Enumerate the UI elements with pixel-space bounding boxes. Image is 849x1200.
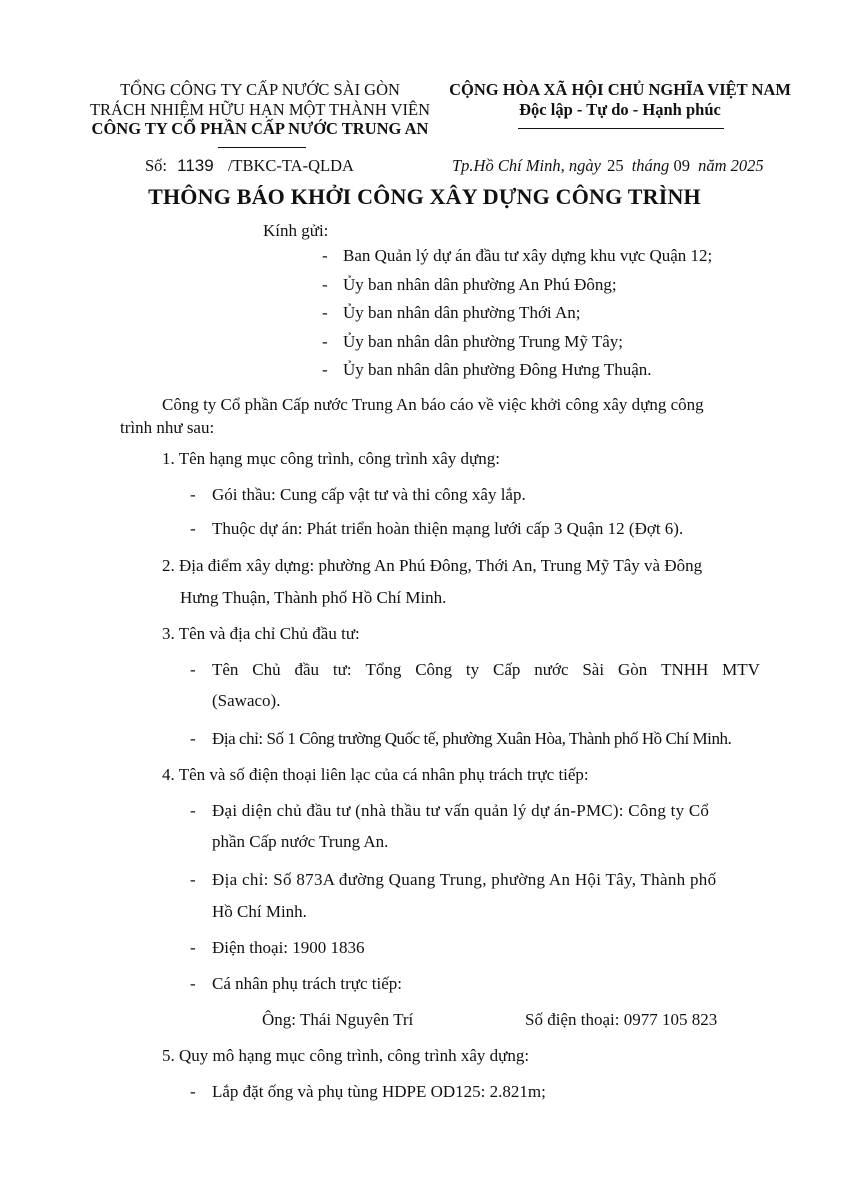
intro-line-1: Công ty Cổ phần Cấp nước Trung An báo cáo về việc khởi công xây dựng công (162, 395, 704, 414)
section-4-heading: 4. Tên và số điện thoại liên lạc của cá nhân phụ trách trực tiếp: (162, 765, 589, 784)
section-5-item-1: Lắp đặt ống và phụ tùng HDPE OD125: 2.821m; (212, 1082, 546, 1101)
section-4-item-2-line-2: Hồ Chí Minh. (212, 902, 307, 921)
section-4-item-4: Cá nhân phụ trách trực tiếp: (212, 974, 403, 993)
national-title: CỘNG HÒA XÃ HỘI CHỦ NGHĨA VIỆT NAM (449, 80, 791, 99)
issue-date: Tp.Hồ Chí Minh, ngày 25 tháng 09 năm 2025 (452, 156, 764, 175)
section-4-item-2-line-1: Địa chỉ: Số 873A đường Quang Trung, phường An Hội Tây, Thành phố (212, 870, 717, 889)
bullet-dash: - (190, 729, 196, 748)
agency-name: TỔNG CÔNG TY CẤP NƯỚC SÀI GÒN (120, 80, 400, 99)
section-3-item-2: Địa chỉ: Số 1 Công trường Quốc tế, phường Xuân Hòa, Thành phố Hồ Chí Minh. (212, 729, 732, 748)
section-4-item-3: Điện thoại: 1900 1836 (212, 938, 365, 957)
section-1-heading: 1. Tên hạng mục công trình, công trình xây dựng: (162, 449, 500, 468)
bullet-dash: - (190, 938, 196, 957)
section-3-item-1-line-2: (Sawaco). (212, 691, 281, 710)
recipient-item: - (322, 275, 328, 294)
section-2-line-2: Hưng Thuận, Thành phố Hồ Chí Minh. (180, 588, 447, 607)
section-2-line-1: 2. Địa điểm xây dựng: phường An Phú Đông, Thới An, Trung Mỹ Tây và Đông (162, 556, 703, 575)
recipient-text: Ủy ban nhân dân phường Đông Hưng Thuận. (343, 360, 652, 379)
section-1-item-1: Gói thầu: Cung cấp vật tư và thi công xây lắp. (212, 485, 526, 504)
bullet-dash: - (190, 870, 196, 889)
section-3-item-1-line-1: Tên Chủ đầu tư: Tổng Công ty Cấp nước Sài Gòn TNHH MTV (212, 660, 760, 679)
recipient-item: - (322, 360, 328, 379)
contact-person: Ông: Thái Nguyên Trí (262, 1010, 414, 1029)
company-name: CÔNG TY CỔ PHẦN CẤP NƯỚC TRUNG AN (91, 119, 429, 138)
reference-number: Số: 1139 /TBKC-TA-QLDA (145, 156, 354, 175)
recipient-item: - (322, 303, 328, 322)
intro-line-2: trình như sau: (120, 418, 215, 437)
agency-type: TRÁCH NHIỆM HỮU HẠN MỘT THÀNH VIÊN (89, 100, 431, 119)
recipient-item: - (322, 246, 328, 265)
bullet-dash: - (190, 519, 196, 538)
document-title: THÔNG BÁO KHỞI CÔNG XÂY DỰNG CÔNG TRÌNH (148, 184, 701, 209)
section-5-heading: 5. Quy mô hạng mục công trình, công trình xây dựng: (162, 1046, 530, 1065)
recipient-text: Ủy ban nhân dân phường An Phú Đông; (343, 275, 617, 294)
recipient-item: - (322, 332, 328, 351)
recipient-text: Ủy ban nhân dân phường Thới An; (343, 303, 581, 322)
bullet-dash: - (190, 485, 196, 504)
section-3-heading: 3. Tên và địa chỉ Chủ đầu tư: (162, 624, 360, 643)
national-motto: Độc lập - Tự do - Hạnh phúc (519, 100, 721, 119)
section-4-item-1-line-1: Đại diện chủ đầu tư (nhà thầu tư vấn quản lý dự án-PMC): Công ty Cổ (212, 801, 710, 820)
recipient-text: Ủy ban nhân dân phường Trung Mỹ Tây; (343, 332, 623, 351)
recipient-text: Ban Quản lý dự án đầu tư xây dựng khu vực Quận 12; (343, 246, 713, 265)
bullet-dash: - (190, 801, 196, 820)
bullet-dash: - (190, 660, 196, 679)
header-left-rule (218, 147, 306, 148)
bullet-dash: - (190, 974, 196, 993)
section-1-item-2: Thuộc dự án: Phát triển hoàn thiện mạng lưới cấp 3 Quận 12 (Đợt 6). (212, 519, 684, 538)
bullet-dash: - (190, 1082, 196, 1101)
section-4-item-1-line-2: phần Cấp nước Trung An. (212, 832, 389, 851)
contact-phone: Số điện thoại: 0977 105 823 (525, 1010, 718, 1029)
header-right-rule (518, 128, 724, 129)
recipients-label: Kính gửi: (263, 221, 329, 240)
